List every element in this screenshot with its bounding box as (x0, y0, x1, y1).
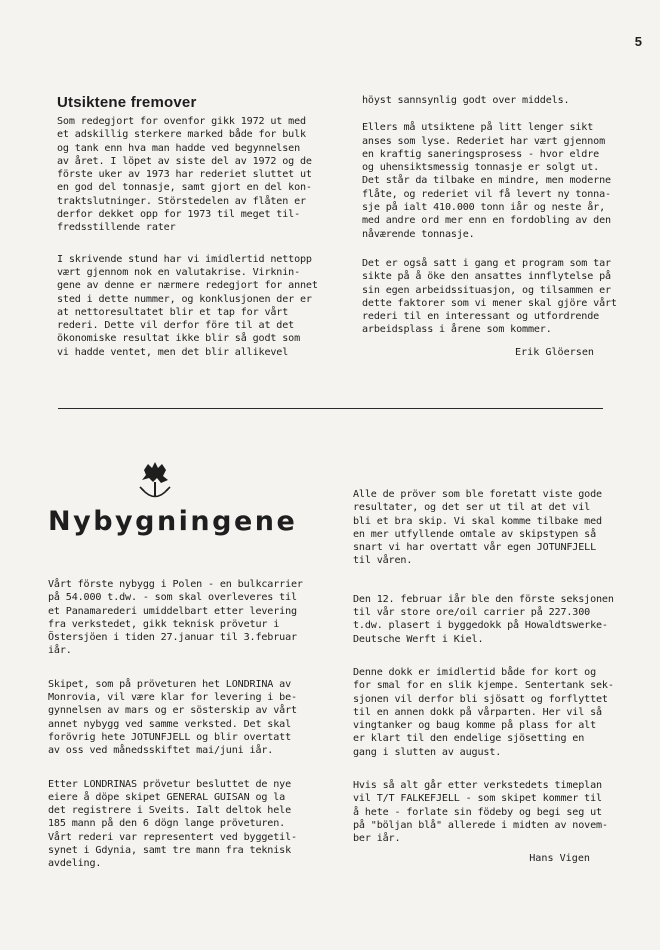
article2-signature: Hans Vigen (529, 852, 590, 864)
article2-paragraph: Alle de pröver som ble foretatt viste gode resultater, og det ser ut til at det vil bli et bra skip. Vi skal komme tilbake med en mer utfyllende omtale av skipstypen så snart vi har overtatt vår egen JOTUNFJELL til våren. (353, 489, 602, 567)
article2-paragraph: Etter LONDRINAS prövetur besluttet de nye eiere å döpe skipet GENERAL GUISAN og la det registrere i Sveits. Ialt deltok hele 185 mann på den 6 dögn lange pröveturen. Vårt rederi var representert ved byggetil- synet i Gdynia, samt tre mann fra teknisk avdeling. (48, 778, 297, 870)
article1-right-column (362, 94, 624, 359)
article2-paragraph: Den 12. februar iår ble den förste seksjonen til vår store ore/oil carrier på 227.300 t.dw. plasert i byggedokk på Howaldtswerke- Deutsche Werft i Kiel. (353, 593, 614, 645)
page-number: 5 (634, 34, 642, 49)
article1-paragraph: Det er også satt i gang et program som tar sikte på å öke den ansattes innflytelse på sin egen arbeidssituasjon, og tilsammen er dette faktorer som vi mener skal gjöre vårt rederi til en interessant og utfordrende arbeidsplass i årene som kommer. (362, 257, 617, 336)
article1-paragraph: I skrivende stund har vi imidlertid nettopp vært gjennom nok en valutakrise. Virknin- gene av denne er nærmere redegjort for annet sted i dette nummer, og konklusjonen der er at nettoresultatet blir et tap for vårt rederi. Dette vil derfor före til at det ökonomiske resultat ikke blir så godt som vi hadde ventet, men det blir allikevel (57, 253, 318, 358)
article2-left-column (48, 578, 348, 884)
article2-heading: Nybygningene (48, 506, 298, 537)
article1-signature: Erik Glöersen (514, 346, 594, 358)
article1-heading: Utsiktene fremover (57, 94, 197, 111)
article1-paragraph: höyst sannsynlig godt over middels. (362, 95, 570, 106)
article1-paragraph: Ellers må utsiktene på litt lenger sikt anses som lyse. Rederiet har vært gjennom en kraftig saneringsprosess - hvor eldre og uhensiktsmessig tonnasje er solgt ut. Det står da tilbake en mindre, men moderne flåte, og rederiet vil få levert ny tonna- sje på ialt 410.000 tonn iår og neste år, med andre ord mer enn en fordobling av den nåværende tonnasje. (362, 122, 611, 240)
article2-paragraph: Denne dokk er imidlertid både for kort og for smal for en slik kjempe. Sentertank sek- sjonen vil derfor bli sjösatt og forflyttet til en annen dokk på vårparten. Her vil så vingtanker og baug komme på plass for alt er klart til den endelige sjösetting en gang i slutten av august. (353, 666, 614, 758)
section-divider (58, 408, 603, 409)
article2-paragraph: Skipet, som på pröveturen het LONDRINA av Monrovia, vil være klar for levering i be- gynnelsen av mars og er sösterskip av vårt annet nybygg ved samme verksted. Det skal forövrig hete JOTUNFJELL og blir overtatt av oss ved månedsskiftet mai/juni iår. (48, 678, 297, 757)
crest-emblem-icon (130, 456, 180, 506)
article2-paragraph: Hvis så alt går etter verkstedets timeplan vil T/T FALKEFJELL - som skipet kommer til å hete - forlate sin födeby og begi seg ut på "böljan blå" allerede i midten av novem- ber iår. (353, 780, 608, 845)
article2-right-column (353, 488, 628, 865)
article1-left-column (57, 94, 347, 372)
article2-paragraph: Vårt förste nybygg i Polen - en bulkcarrier på 54.000 t.dw. - som skal overleveres til et Panamarederi umiddelbart etter levering fra verkstedet, gikk teknisk prövetur i Östersjöen i tiden 27.januar til 3.februar iår. (48, 579, 303, 657)
article1-paragraph: Som redegjort for ovenfor gikk 1972 ut med et adskillig sterkere marked både for bulk og tank enn hva man hadde ved begynnelsen av året. I löpet av siste del av 1972 og de förste uker av 1973 har rederiet sluttet ut en god del tonnasje, samt gjort en del kon- traktslutninger. Störstedelen av flåten er derfor dekket opp for 1973 til meget til- fredsstillende rater (57, 116, 312, 234)
